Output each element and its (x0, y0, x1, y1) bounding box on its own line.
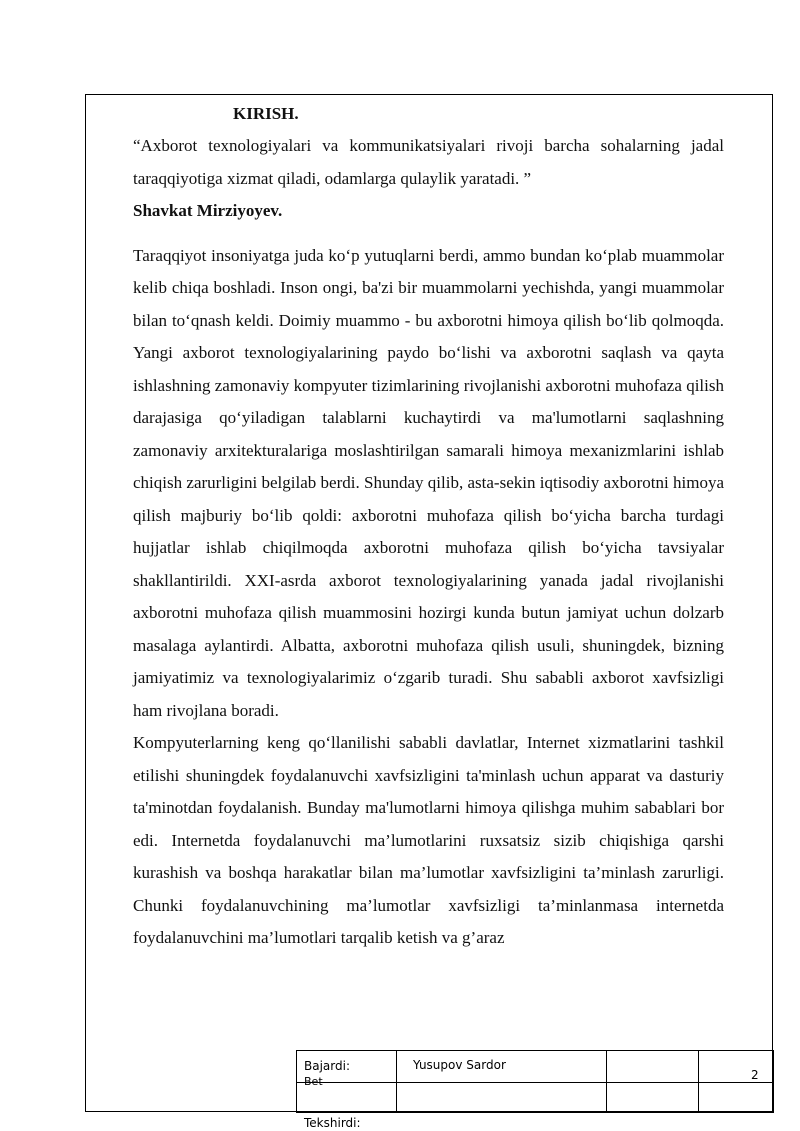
epigraph-author: Shavkat Mirziyoyev. (133, 201, 283, 220)
title-block-stamp (296, 1050, 774, 1130)
bet-label: Bet (304, 1075, 323, 1088)
epigraph-quote: “Axborot texnologiyalari va kommunikatsiyalari rivoji barcha sohalarning jadal taraqqiyotiga xizmat qiladi, odamlarga qulaylik yaratadi. ” (133, 136, 724, 188)
tekshirdi-label: Tekshirdi: (304, 1116, 361, 1130)
page-number: 2 (751, 1068, 759, 1082)
paragraph-2: Kompyuterlarning keng qo‘llanilishi sababli davlatlar, Internet xizmatlarini tashkil etilishi shuningdek foydalanuvchi xavfsizligini ta'minlash uchun apparat va dasturiy ta'minotdan foydalanish. Bunday ma'lumotlarni himoya qilishga muhim sabablari bor edi. Internetda foydalanuvchi ma’lumotlarini ruxsatsiz sizib chiqishiga qarshi kurashish va boshqa harakatlar bilan ma’lumotlar xavfsizligini ta’minlash zarurligi. Chunki foydalanuvchining ma’lumotlar xavfsizligi ta’minlanmasa internetda foydalanuvchini ma’lumotlari tarqalib ketish va g’araz (133, 733, 724, 947)
document-title: KIRISH. (233, 104, 299, 123)
document-body (133, 98, 724, 955)
bajardi-label: Bajardi: (304, 1059, 350, 1073)
bajardi-value: Yusupov Sardor (413, 1058, 506, 1072)
paragraph-1: Taraqqiyot insoniyatga juda ko‘p yutuqlarni berdi, ammo bundan ko‘plab muammolar kelib chiqa boshladi. Inson ongi, ba'zi bir muammolarni yechishda, yangi muammolar bilan to‘qnash keldi. Doimiy muammo - bu axborotni himoya qilish bo‘lib qolmoqda. Yangi axborot texnologiyalarining paydo bo‘lishi va axborotni saqlash va qayta ishlashning zamonaviy kompyuter tizimlarining rivojlanishi axborotni muhofaza qilish darajasiga qo‘yiladigan talablarni kuchaytirdi va ma'lumotlarni saqlashning zamonaviy arxitekturalariga moslashtirilgan samarali himoya mexanizmlarini ishlab chiqish zarurligini belgilab berdi. Shunday qilib, asta-sekin iqtisodiy axborotni himoya qilish majburiy bo‘lib qoldi: axborotni muhofaza qilish bo‘yicha barcha turdagi hujjatlar ishlab chiqilmoqda axborotni muhofaza qilish bo‘yicha tavsiyalar shakllantirildi. XXI-asrda axborot texnologiyalarining yanada jadal rivojlanishi axborotni muhofaza qilish muammosini hozirgi kunda butun jamiyat uchun dolzarb masalaga aylantirdi. Albatta, axborotni muhofaza qilish usuli, shuningdek, bizning jamiyatimiz va texnologiyalarimiz o‘zgarib turadi. Shu sababli axborot xavfsizligi ham rivojlana boradi. (133, 245, 724, 720)
